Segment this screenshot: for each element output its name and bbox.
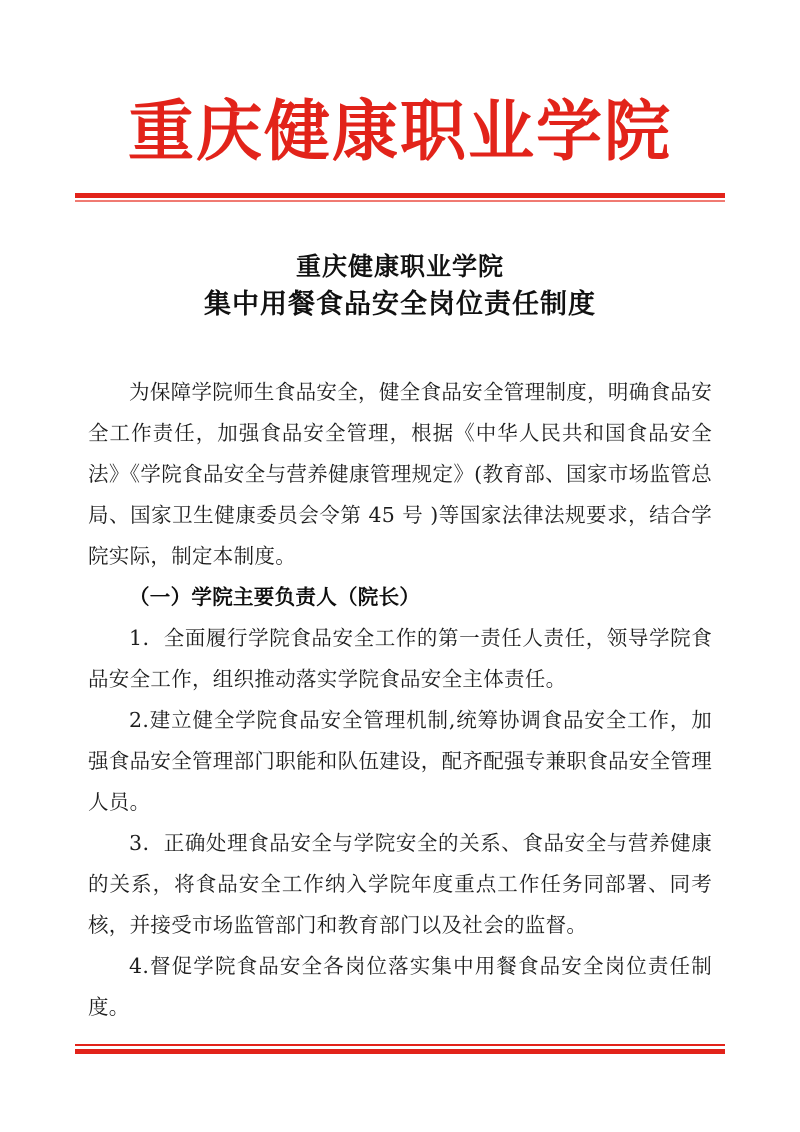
letterhead-divider-thin-bar <box>75 200 725 202</box>
preamble-paragraph: 为保障学院师生食品安全，健全食品安全管理制度，明确食品安全工作责任，加强食品安全管理，根据《中华人民共和国食品安全法》《学院食品安全与营养健康管理规定》(教育部、国家市场监管总局、国家卫生健康委员会令第 45 号 )等国家法律法规要求，结合学院实际，制定本制度。 <box>88 380 712 568</box>
list-item: 2.建立健全学院食品安全管理机制,统筹协调食品安全工作，加强食品安全管理部门职能和队伍建设，配齐配强专兼职食品安全管理人员。 <box>88 708 712 814</box>
section-heading-one: （一）学院主要负责人（院长） <box>129 585 421 609</box>
document-title-block <box>0 248 800 325</box>
list-item: 4.督促学院食品安全各岗位落实集中用餐食品安全岗位责任制度。 <box>88 954 712 1019</box>
document-title-line-2: 集中用餐食品安全岗位责任制度 <box>204 289 596 320</box>
footer-divider-thin-bar <box>75 1044 725 1046</box>
letterhead-institution-title: 重庆健康职业学院 <box>128 92 672 170</box>
footer-divider <box>75 1044 725 1056</box>
document-title-line-1: 重庆健康职业学院 <box>295 252 504 281</box>
footer-divider-thick-bar <box>75 1049 725 1054</box>
letterhead-divider <box>75 193 725 203</box>
list-item: 3．正确处理食品安全与学院安全的关系、食品安全与营养健康的关系，将食品安全工作纳入学院年度重点工作任务同部署、同考核，并接受市场监管部门和教育部门以及社会的监督。 <box>88 831 712 937</box>
letterhead-divider-thick-bar <box>75 193 725 198</box>
letterhead <box>0 92 800 170</box>
document-body <box>88 372 712 1028</box>
list-item: 1．全面履行学院食品安全工作的第一责任人责任，领导学院食品安全工作，组织推动落实学院食品安全主体责任。 <box>88 626 712 691</box>
